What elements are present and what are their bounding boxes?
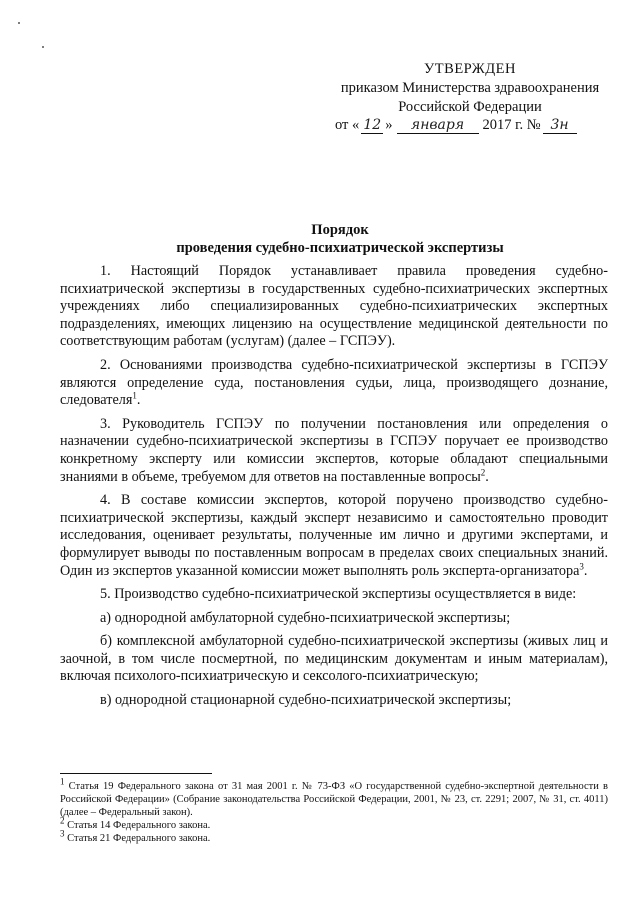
document-body — [60, 263, 608, 716]
document-title: Порядок — [311, 222, 369, 238]
order-day: 12 — [361, 117, 383, 134]
footnote-ref: 3 — [579, 560, 584, 571]
list-item: б) комплексной амбулаторной судебно-психиатрической экспертизы (живых лиц и заочной, в том числе посмертной, по медицинским документам и иным материалам), включая психолого-психиатрическую и сексолого-психиатрическую; — [60, 633, 608, 685]
order-date-line — [335, 117, 615, 134]
footnote: $^3$ Статья 21 Федерального закона. — [60, 828, 211, 844]
scan-speck — [42, 46, 44, 48]
approval-title: УТВЕРЖДЕН — [424, 61, 516, 77]
footnotes — [60, 776, 608, 845]
order-number: 3н — [543, 117, 577, 134]
order-mid: » — [385, 117, 393, 133]
paragraph: 3. Руководитель ГСПЭУ по получении постановления или определения о назначении судебно-психиатрической экспертизы в ГСПЭУ поручает ее производство конкретному эксперту или комиссии экспертов, которые обладают специальными знаниями в объеме, требуемом для ответов на поставленные вопросы$^2$. — [60, 415, 608, 485]
list-item: а) однородной амбулаторной судебно-психиатрической экспертизы; — [100, 609, 511, 626]
order-year: 2017 г. № — [482, 117, 541, 133]
paragraph: 4. В составе комиссии экспертов, которой поручено производство судебно-психиатрической экспертизы, каждый эксперт независимо и самостоятельно проводит исследования, оценивает результаты, полученные им лично и другими экспертами, и формулирует выводы по поставленным вопросам в пределах своих специальных знаний. Один из экспертов указанной комиссии может выполнять роль эксперта-организатора$^3$. — [60, 492, 608, 579]
footnote-separator — [60, 773, 212, 774]
document-subtitle: проведения судебно-психиатрической экспертизы — [176, 240, 504, 256]
paragraph: 1. Настоящий Порядок устанавливает правила проведения судебно-психиатрической экспертизы в государственных судебно-психиатрических экспертных учреждениях либо специализированных судебно-психиатрических экспертных подразделениях, имеющих лицензию на осуществление медицинской деятельности по соответствующим работам (услугам) (далее – ГСПЭУ). — [60, 263, 608, 350]
footnote-ref: 1 — [132, 390, 137, 401]
approval-block — [330, 60, 610, 117]
scan-speck — [18, 22, 20, 24]
order-month: января — [397, 117, 479, 134]
approval-line-2: Российской Федерации — [398, 99, 542, 115]
paragraph: 2. Основаниями производства судебно-психиатрической экспертизы в ГСПЭУ являются определение суда, постановления судьи, лица, производящего дознание, следователя$^1$. — [60, 356, 608, 409]
order-prefix: от « — [335, 117, 360, 133]
approval-line-1: приказом Министерства здравоохранения — [340, 80, 600, 96]
list-item: в) однородной стационарной судебно-психиатрической экспертизы; — [100, 692, 512, 709]
paragraph: 5. Производство судебно-психиатрической экспертизы осуществляется в виде: — [100, 586, 577, 603]
footnote-ref: 2 — [480, 466, 486, 477]
footnote: $^2$ Статья 14 Федерального закона. — [60, 815, 211, 831]
footnote: $^1$ Статья 19 Федерального закона от 31 мая 2001 г. № 73-ФЗ «О государственной судебно-экспертной деятельности в Российской Федерации» (Собрание законодательства Российской Федерации, 2001, № 23, ст. 2291; 2007, № 31, ст. 4011) (далее – Федеральный закон). — [60, 776, 608, 818]
